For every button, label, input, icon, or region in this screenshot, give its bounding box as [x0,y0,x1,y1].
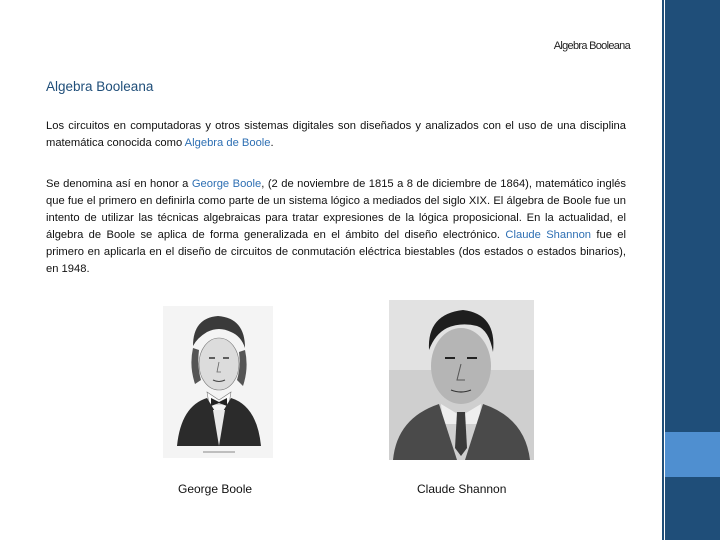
intro-text-end: . [270,137,274,149]
sidebar-accent-block [665,432,720,477]
history-paragraph [46,176,626,278]
intro-text: Los circuitos en computadoras y otros sistemas digitales son diseñados y analizados con el uso de una disciplina matemática conocida como [46,120,626,149]
slide-header-title: Algebra Booleana [553,40,630,52]
section-heading: Algebra Booleana [46,79,154,94]
boole-engraving-icon [163,306,273,458]
intro-paragraph [46,118,626,152]
history-text-3: fue el primero en aplicarla en el diseño de circuitos de conmutación eléctrica biestables (dos estados o estados binarios), en 1948. [46,229,626,275]
george-boole-link[interactable]: George Boole [191,178,262,190]
george-boole-portrait [163,306,273,458]
history-text-1: Se denomina así en honor a [46,178,192,190]
george-boole-caption: George Boole [178,482,253,496]
algebra-de-boole-link[interactable]: Algebra de Boole [184,137,271,149]
claude-shannon-link[interactable]: Claude Shannon [505,229,592,241]
history-text-2: , (2 de noviembre de 1815 a 8 de diciembre de 1864), matemático inglés que fue el primero en definirla como parte de un sistema lógico a mediados del siglo XIX. El álgebra de Boole fue un intento de utilizar las técnicas algebraicas para tratar expresiones de la lógica proposicional. En la actualidad, el álgebra de Boole se aplica de forma generalizada en el ámbito del diseño electrónico. [46,178,626,241]
shannon-photo-icon [389,300,534,460]
claude-shannon-caption: Claude Shannon [417,482,507,496]
claude-shannon-portrait [389,300,534,460]
sidebar-divider [662,0,664,540]
